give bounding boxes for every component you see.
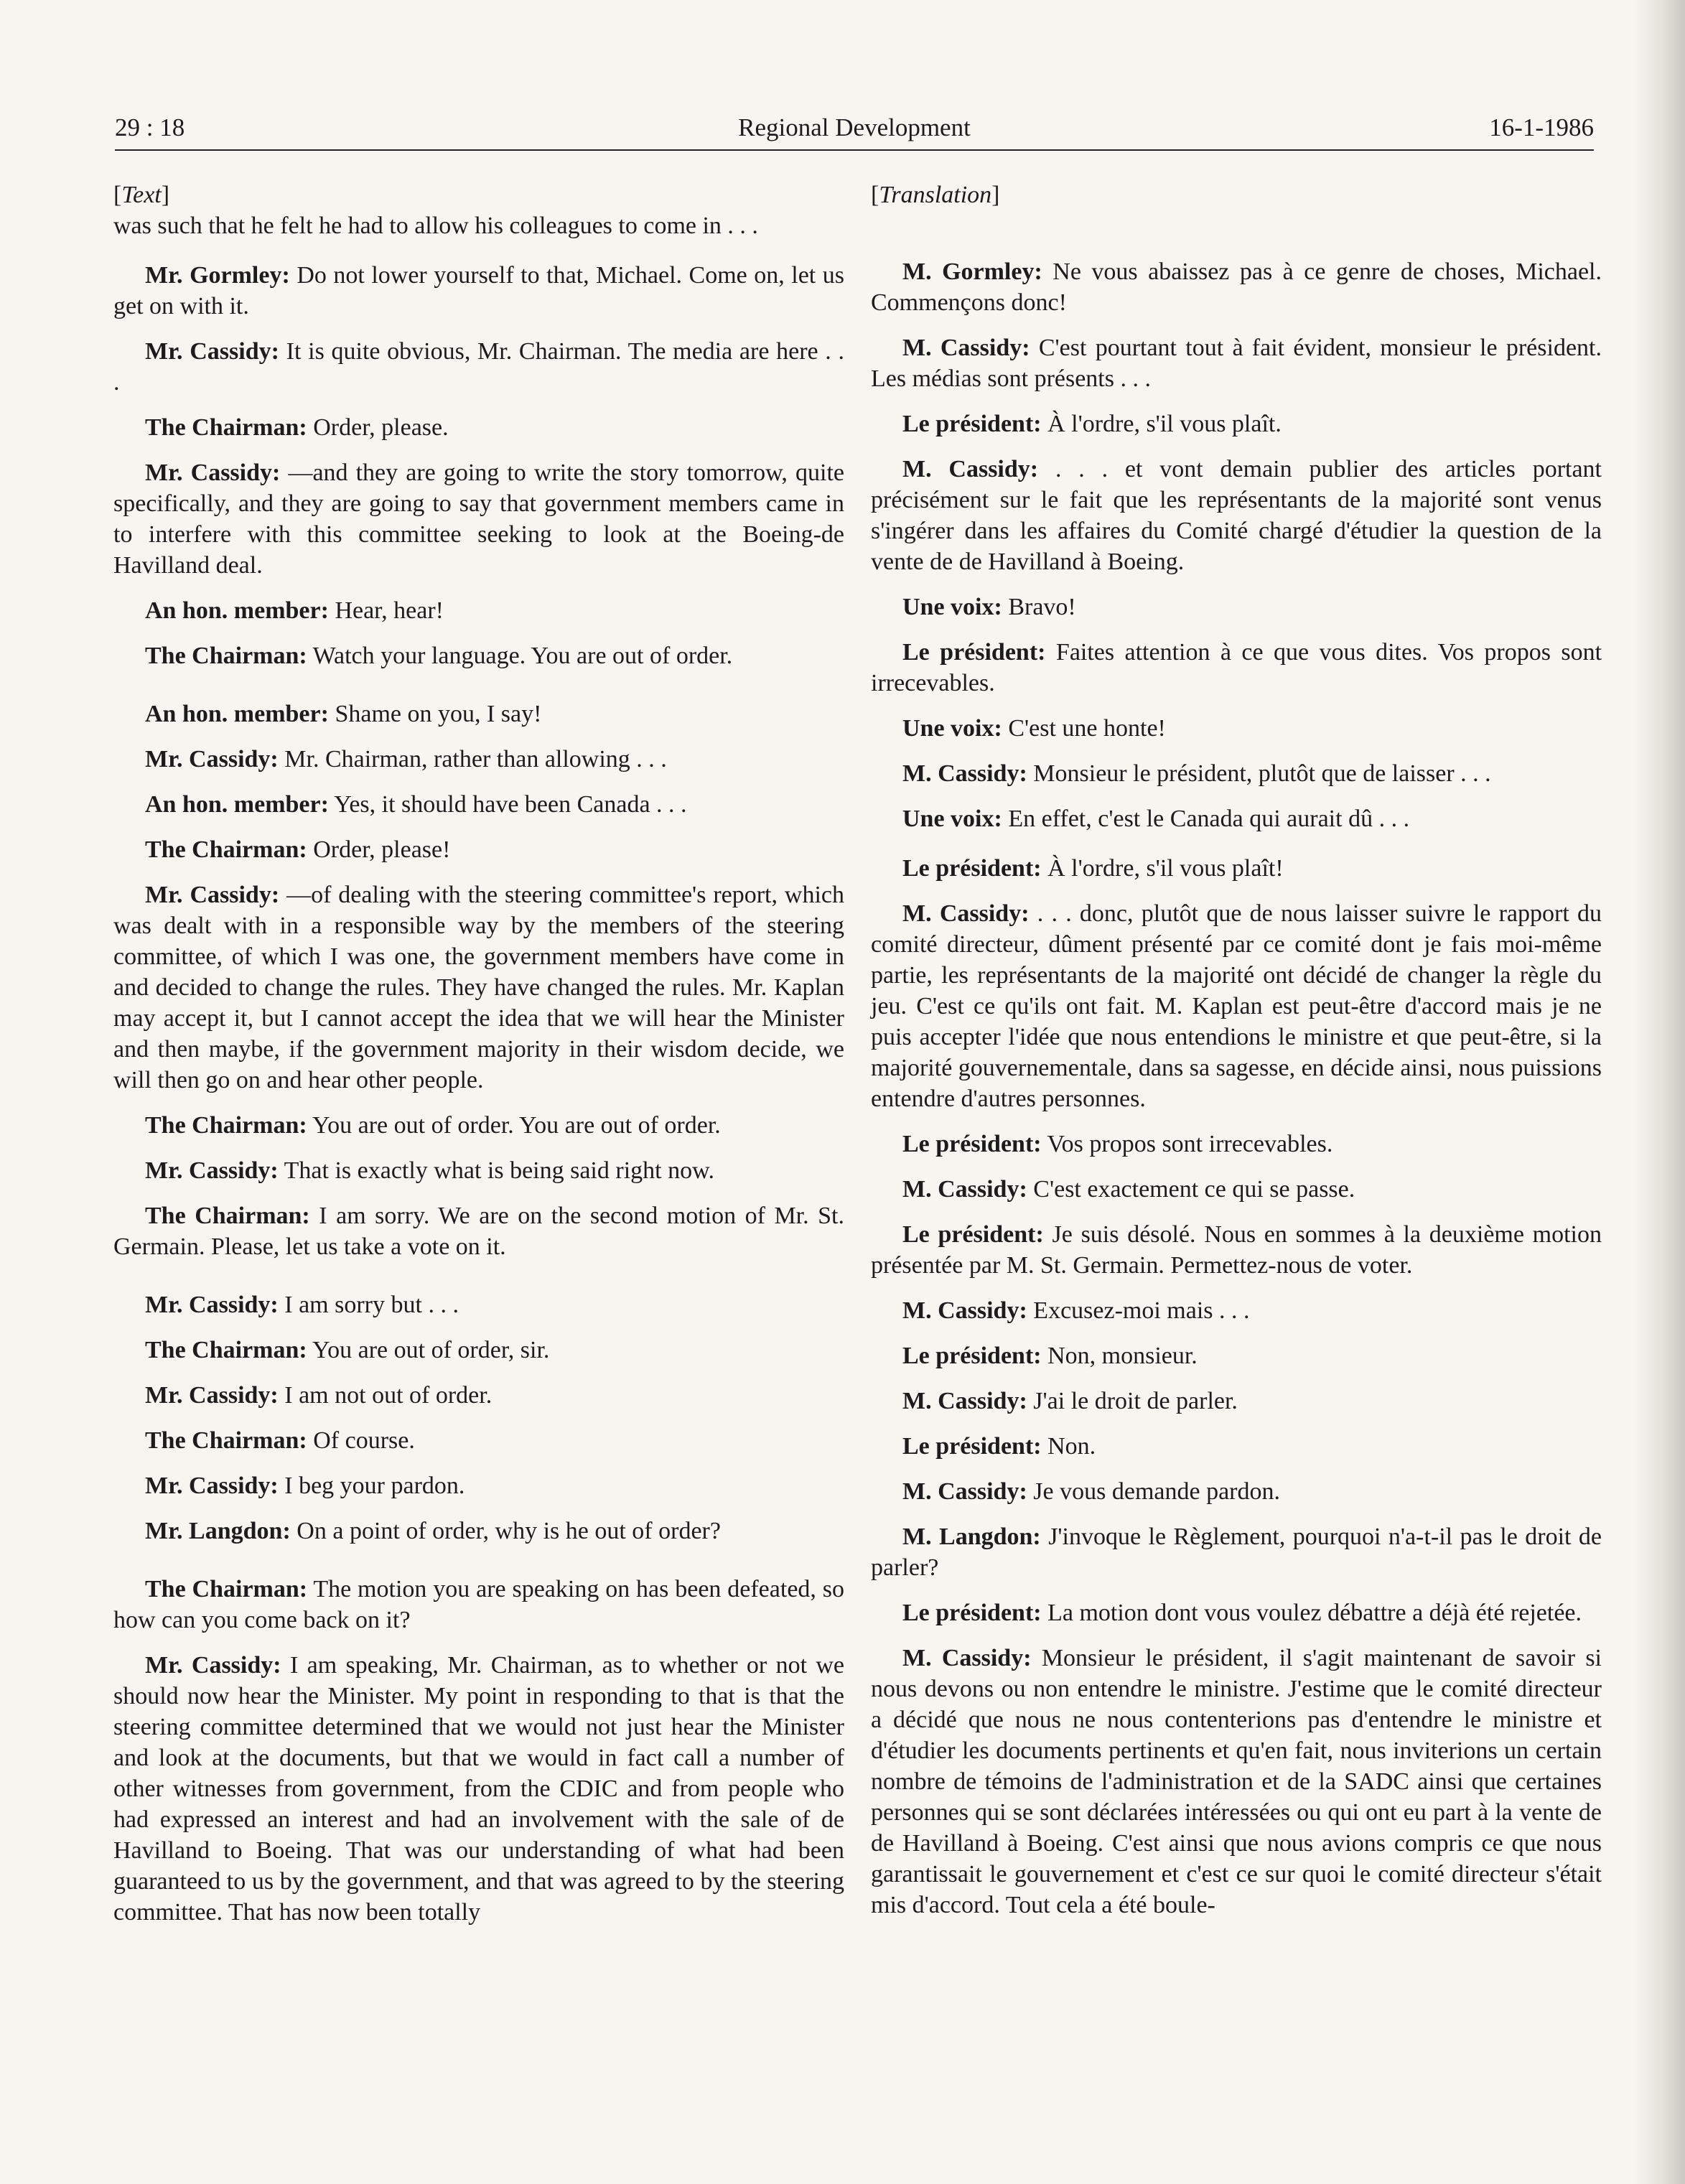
speaker-name: M. Langdon: <box>902 1523 1041 1550</box>
left-paragraph: The Chairman: Of course. <box>145 1427 415 1454</box>
speaker-name: M. Cassidy: <box>902 456 1039 482</box>
speaker-name: The Chairman: <box>145 643 307 669</box>
left-paragraph: Mr. Cassidy: It is quite obvious, Mr. Chairman. The media are here . . . <box>113 338 844 396</box>
left-paragraph: Mr. Cassidy: I am not out of order. <box>145 1382 493 1409</box>
speaker-name: M. Cassidy: <box>902 335 1030 361</box>
header-date: 16-1-1986 <box>1489 113 1594 141</box>
speaker-name: Mr. Cassidy: <box>145 1292 279 1318</box>
speaker-name: Le président: <box>902 639 1046 666</box>
speaker-name: M. Gormley: <box>902 258 1042 285</box>
right-paragraph: Le président: Non. <box>902 1433 1096 1460</box>
right-paragraph: Le président: La motion dont vous voulez débattre a déjà été rejetée. <box>902 1600 1582 1626</box>
left-paragraph: The Chairman: You are out of order, sir. <box>145 1337 550 1363</box>
speaker-name: M. Cassidy: <box>902 1388 1027 1414</box>
speaker-name: Le président: <box>902 1600 1042 1626</box>
speaker-name: Une voix: <box>902 806 1002 832</box>
speaker-name: Mr. Cassidy: <box>145 1157 279 1184</box>
right-paragraph: M. Gormley: Ne vous abaissez pas à ce genre de choses, Michael. Commençons donc! <box>871 258 1602 316</box>
left-paragraph: Mr. Gormley: Do not lower yourself to that, Michael. Come on, let us get on with it. <box>113 262 844 319</box>
right-paragraph: Le président: Je suis désolé. Nous en sommes à la deuxième motion présentée par M. St. Germain. Permettez-nous de voter. <box>871 1221 1602 1279</box>
left-paragraph: The Chairman: You are out of order. You are out of order. <box>145 1112 721 1139</box>
header-rule <box>115 149 1594 151</box>
speaker-name: The Chairman: <box>145 1427 307 1454</box>
speaker-name: The Chairman: <box>145 836 307 863</box>
speaker-name: M. Cassidy: <box>902 760 1027 787</box>
left-paragraph: The Chairman: Order, please! <box>145 836 451 863</box>
speaker-name: An hon. member: <box>145 791 329 818</box>
left-paragraph: Mr. Cassidy: —and they are going to write the story tomorrow, quite specifically, and they are going to say that government members came in to interfere with this committee seeking to look at the Boeing-de Havilland deal. <box>113 459 844 579</box>
left-paragraph: Mr. Cassidy: I beg your pardon. <box>145 1473 465 1499</box>
running-title: Regional Development <box>738 113 971 141</box>
right-column <box>871 179 1602 1921</box>
section-label-text: [Text] <box>113 182 170 208</box>
right-paragraph: M. Cassidy: J'ai le droit de parler. <box>902 1388 1238 1414</box>
right-paragraph: M. Cassidy: C'est pourtant tout à fait évident, monsieur le président. Les médias sont présents . . . <box>871 335 1602 392</box>
speaker-name: M. Cassidy: <box>902 1176 1027 1203</box>
speaker-name: An hon. member: <box>145 701 329 727</box>
speaker-name: M. Cassidy: <box>902 1297 1027 1324</box>
binding-shadow <box>1635 0 1685 2184</box>
speaker-name: An hon. member: <box>145 597 329 624</box>
speaker-name: Mr. Cassidy: <box>145 1382 279 1409</box>
speaker-name: The Chairman: <box>145 1112 307 1139</box>
right-paragraph: Le président: Vos propos sont irrecevables. <box>902 1131 1333 1157</box>
speaker-name: Le président: <box>902 855 1042 882</box>
page-number: 29 : 18 <box>115 113 185 141</box>
speaker-name: Mr. Cassidy: <box>145 1652 281 1679</box>
right-paragraph: Le président: À l'ordre, s'il vous plaît. <box>902 411 1282 437</box>
speaker-name: The Chairman: <box>145 414 307 441</box>
left-paragraph: Mr. Cassidy: I am sorry but . . . <box>145 1292 459 1318</box>
speaker-name: M. Cassidy: <box>902 900 1030 927</box>
right-paragraph: M. Cassidy: Excusez-moi mais . . . <box>902 1297 1250 1324</box>
speaker-name: Le président: <box>902 411 1042 437</box>
speaker-name: Le président: <box>902 1221 1044 1248</box>
left-paragraph: The Chairman: I am sorry. We are on the second motion of Mr. St. Germain. Please, let us take a vote on it. <box>113 1203 845 1260</box>
left-paragraph: Mr. Cassidy: Mr. Chairman, rather than allowing . . . <box>145 746 667 773</box>
speaker-name: Mr. Cassidy: <box>145 338 279 365</box>
right-paragraph: Le président: Non, monsieur. <box>902 1343 1198 1369</box>
right-paragraph: M. Cassidy: Monsieur le président, plutôt que de laisser . . . <box>902 760 1491 787</box>
left-paragraph: Mr. Cassidy: —of dealing with the steering committee's report, which was dealt with in a responsible way by the members of the steering committee, of which I was one, the government members have come in and decided to change the rules. They have changed the rules. Mr. Kaplan may accept it, but I cannot accept the idea that we will hear the Minister and then maybe, if the government majority in their wisdom decide, we will then go on and hear other people. <box>113 882 844 1093</box>
speaker-name: Le président: <box>902 1433 1042 1460</box>
speaker-name: Le président: <box>902 1343 1042 1369</box>
speaker-name: Une voix: <box>902 594 1002 620</box>
right-paragraph: Une voix: C'est une honte! <box>902 715 1166 742</box>
left-paragraph: Mr. Cassidy: I am speaking, Mr. Chairman, as to whether or not we should now hear the Minister. My point in responding to that is that the steering committee determined that we would not just hear the Minister and look at the documents, but that we would in fact call a number of other witnesses from government, from the CDIC and from people who had expressed an interest and had an involvement with the sale of de Havilland to Boeing. That was our understanding of what had been guaranteed to us by the government, and that was agreed to by the steering committee. That has now been totally <box>113 1652 845 1926</box>
speaker-name: Mr. Cassidy: <box>145 459 281 486</box>
speaker-name: Mr. Cassidy: <box>145 746 279 773</box>
right-paragraph: Une voix: Bravo! <box>902 594 1076 620</box>
right-paragraph: M. Cassidy: . . . et vont demain publier des articles portant précisément sur le fait que les représentants de la majorité sont venus s'ingérer dans les affaires du Comité chargé d'étudier la question de la vente de de Havilland à Boeing. <box>871 456 1602 575</box>
speaker-name: Une voix: <box>902 715 1002 742</box>
right-paragraph: M. Cassidy: Je vous demande pardon. <box>902 1478 1280 1505</box>
left-column <box>113 179 844 1928</box>
right-paragraph: M. Cassidy: Monsieur le président, il s'agit maintenant de savoir si nous devons ou non entendre le ministre. J'estime que le comité directeur a décidé que nous ne nous contenterions pas d'entendre le ministre et d'étudier les documents pertinents et qu'en fait, nous inviterions un certain nombre de témoins de l'administration et de la SADC ainsi que certaines personnes qui se sont déclarées intéressées ou qui ont eu part à la vente de de Havilland à Boeing. C'est ainsi que nous avions compris ce que nous garantissait le gouvernement et c'est ce sur quoi le comité directeur s'était mis d'accord. Tout cela a été boule- <box>871 1645 1602 1918</box>
right-paragraph: M. Cassidy: . . . donc, plutôt que de nous laisser suivre le rapport du comité directeur, dûment présenté par ce comité dont je fais moi-même partie, les représentants de la majorité ont décidé de changer la règle du jeu. C'est ce qu'ils ont fait. M. Kaplan est peut-être d'accord mais je ne puis accepter l'idée que nous entendions le ministre et que peut-être, si la majorité gouvernementale, dans sa sagesse, en décide ainsi, nous puissions entendre d'autres personnes. <box>871 900 1602 1112</box>
left-paragraph: The Chairman: The motion you are speaking on has been defeated, so how can you come back on it? <box>113 1576 844 1633</box>
page-header <box>115 106 1594 149</box>
left-paragraph: An hon. member: Hear, hear! <box>145 597 444 624</box>
speaker-name: Mr. Cassidy: <box>145 1473 279 1499</box>
speaker-name: Mr. Gormley: <box>145 262 290 289</box>
speaker-name: The Chairman: <box>145 1337 307 1363</box>
right-paragraph: Le président: À l'ordre, s'il vous plaît! <box>902 855 1284 882</box>
section-label-translation: [Translation] <box>871 182 1000 208</box>
right-paragraph: M. Cassidy: C'est exactement ce qui se passe. <box>902 1176 1355 1203</box>
left-paragraph: An hon. member: Shame on you, I say! <box>145 701 542 727</box>
left-paragraph: Mr. Cassidy: That is exactly what is being said right now. <box>145 1157 714 1184</box>
speaker-name: Mr. Cassidy: <box>145 882 280 908</box>
left-paragraph: The Chairman: Order, please. <box>145 414 449 441</box>
right-paragraph: Le président: Faites attention à ce que vous dites. Vos propos sont irrecevables. <box>871 639 1602 696</box>
left-paragraph: An hon. member: Yes, it should have been Canada . . . <box>145 791 687 818</box>
right-paragraph: Une voix: En effet, c'est le Canada qui aurait dû . . . <box>902 806 1410 832</box>
left-paragraph: was such that he felt he had to allow his colleagues to come in . . . <box>113 213 758 239</box>
speaker-name: M. Cassidy: <box>902 1478 1027 1505</box>
speaker-name: M. Cassidy: <box>902 1645 1032 1671</box>
left-paragraph: Mr. Langdon: On a point of order, why is he out of order? <box>145 1518 721 1544</box>
speaker-name: The Chairman: <box>145 1576 308 1602</box>
right-paragraph: M. Langdon: J'invoque le Règlement, pourquoi n'a-t-il pas le droit de parler? <box>871 1523 1602 1581</box>
speaker-name: Le président: <box>902 1131 1042 1157</box>
speaker-name: Mr. Langdon: <box>145 1518 291 1544</box>
left-paragraph: The Chairman: Watch your language. You are out of order. <box>145 643 733 669</box>
speaker-name: The Chairman: <box>145 1203 310 1229</box>
